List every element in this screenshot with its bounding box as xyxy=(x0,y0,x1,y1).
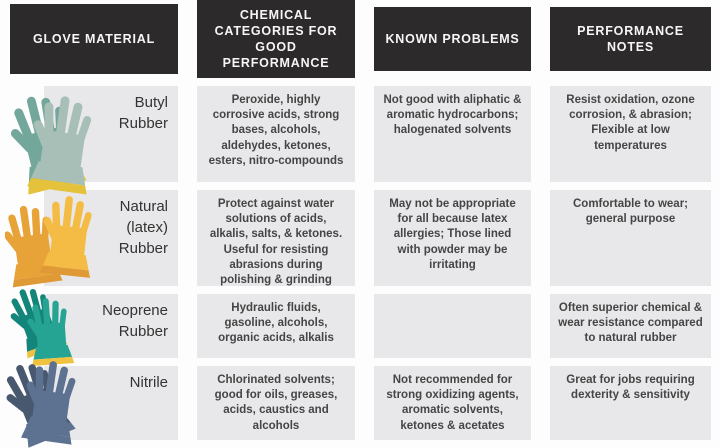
nitrile-gloves-icon xyxy=(5,356,100,448)
cell-butyl-notes: Resist oxidation, ozone corrosion, & abrasion; Flexible at low temperatures xyxy=(550,86,711,182)
header-performance-notes: PERFORMANCE NOTES xyxy=(550,7,711,71)
butyl-gloves-icon xyxy=(5,92,100,196)
table-row-butyl-material xyxy=(10,86,178,182)
cell-butyl-problems: Not good with aliphatic & aromatic hydrocarbons; halogenated solvents xyxy=(374,86,531,182)
cell-neoprene-problems xyxy=(374,294,531,358)
material-label-latex: Natural (latex) Rubber xyxy=(118,198,168,257)
cell-nitrile-chemical: Chlorinated solvents; good for oils, greases, acids, caustics and alcohols xyxy=(197,366,355,440)
material-label-neoprene: Neoprene Rubber xyxy=(102,302,168,340)
header-glove-material: GLOVE MATERIAL xyxy=(10,4,178,74)
cell-latex-problems: May not be appropriate for all because latex allergies; Those lined with powder may be irritating xyxy=(374,190,531,286)
material-label-butyl: Butyl Rubber xyxy=(118,94,168,132)
cell-latex-chemical: Protect against water solutions of acids, alkalis, salts, & ketones. Useful for resisting abrasions during polishing & grinding xyxy=(197,190,355,286)
table-row-nitrile-material xyxy=(10,366,178,440)
cell-butyl-chemical: Peroxide, highly corrosive acids, strong bases, alcohols, aldehydes, ketones, esters, nitro-compounds xyxy=(197,86,355,182)
material-label-nitrile: Nitrile xyxy=(129,374,168,391)
table-row-latex-material xyxy=(10,190,178,286)
cell-latex-notes: Comfortable to wear; general purpose xyxy=(550,190,711,286)
cell-neoprene-chemical: Hydraulic fluids, gasoline, alcohols, organic acids, alkalis xyxy=(197,294,355,358)
cell-neoprene-notes: Often superior chemical & wear resistance compared to natural rubber xyxy=(550,294,711,358)
latex-gloves-icon xyxy=(5,194,100,298)
cell-nitrile-problems: Not recommended for strong oxidizing agents, aromatic solvents, ketones & acetates xyxy=(374,366,531,440)
header-chemical-categories: CHEMICAL CATEGORIES FOR GOOD PERFORMANCE xyxy=(197,0,355,78)
cell-nitrile-notes: Great for jobs requiring dexterity & sensitivity xyxy=(550,366,711,440)
table-row-neoprene-material xyxy=(10,294,178,358)
header-known-problems: KNOWN PROBLEMS xyxy=(374,7,531,71)
